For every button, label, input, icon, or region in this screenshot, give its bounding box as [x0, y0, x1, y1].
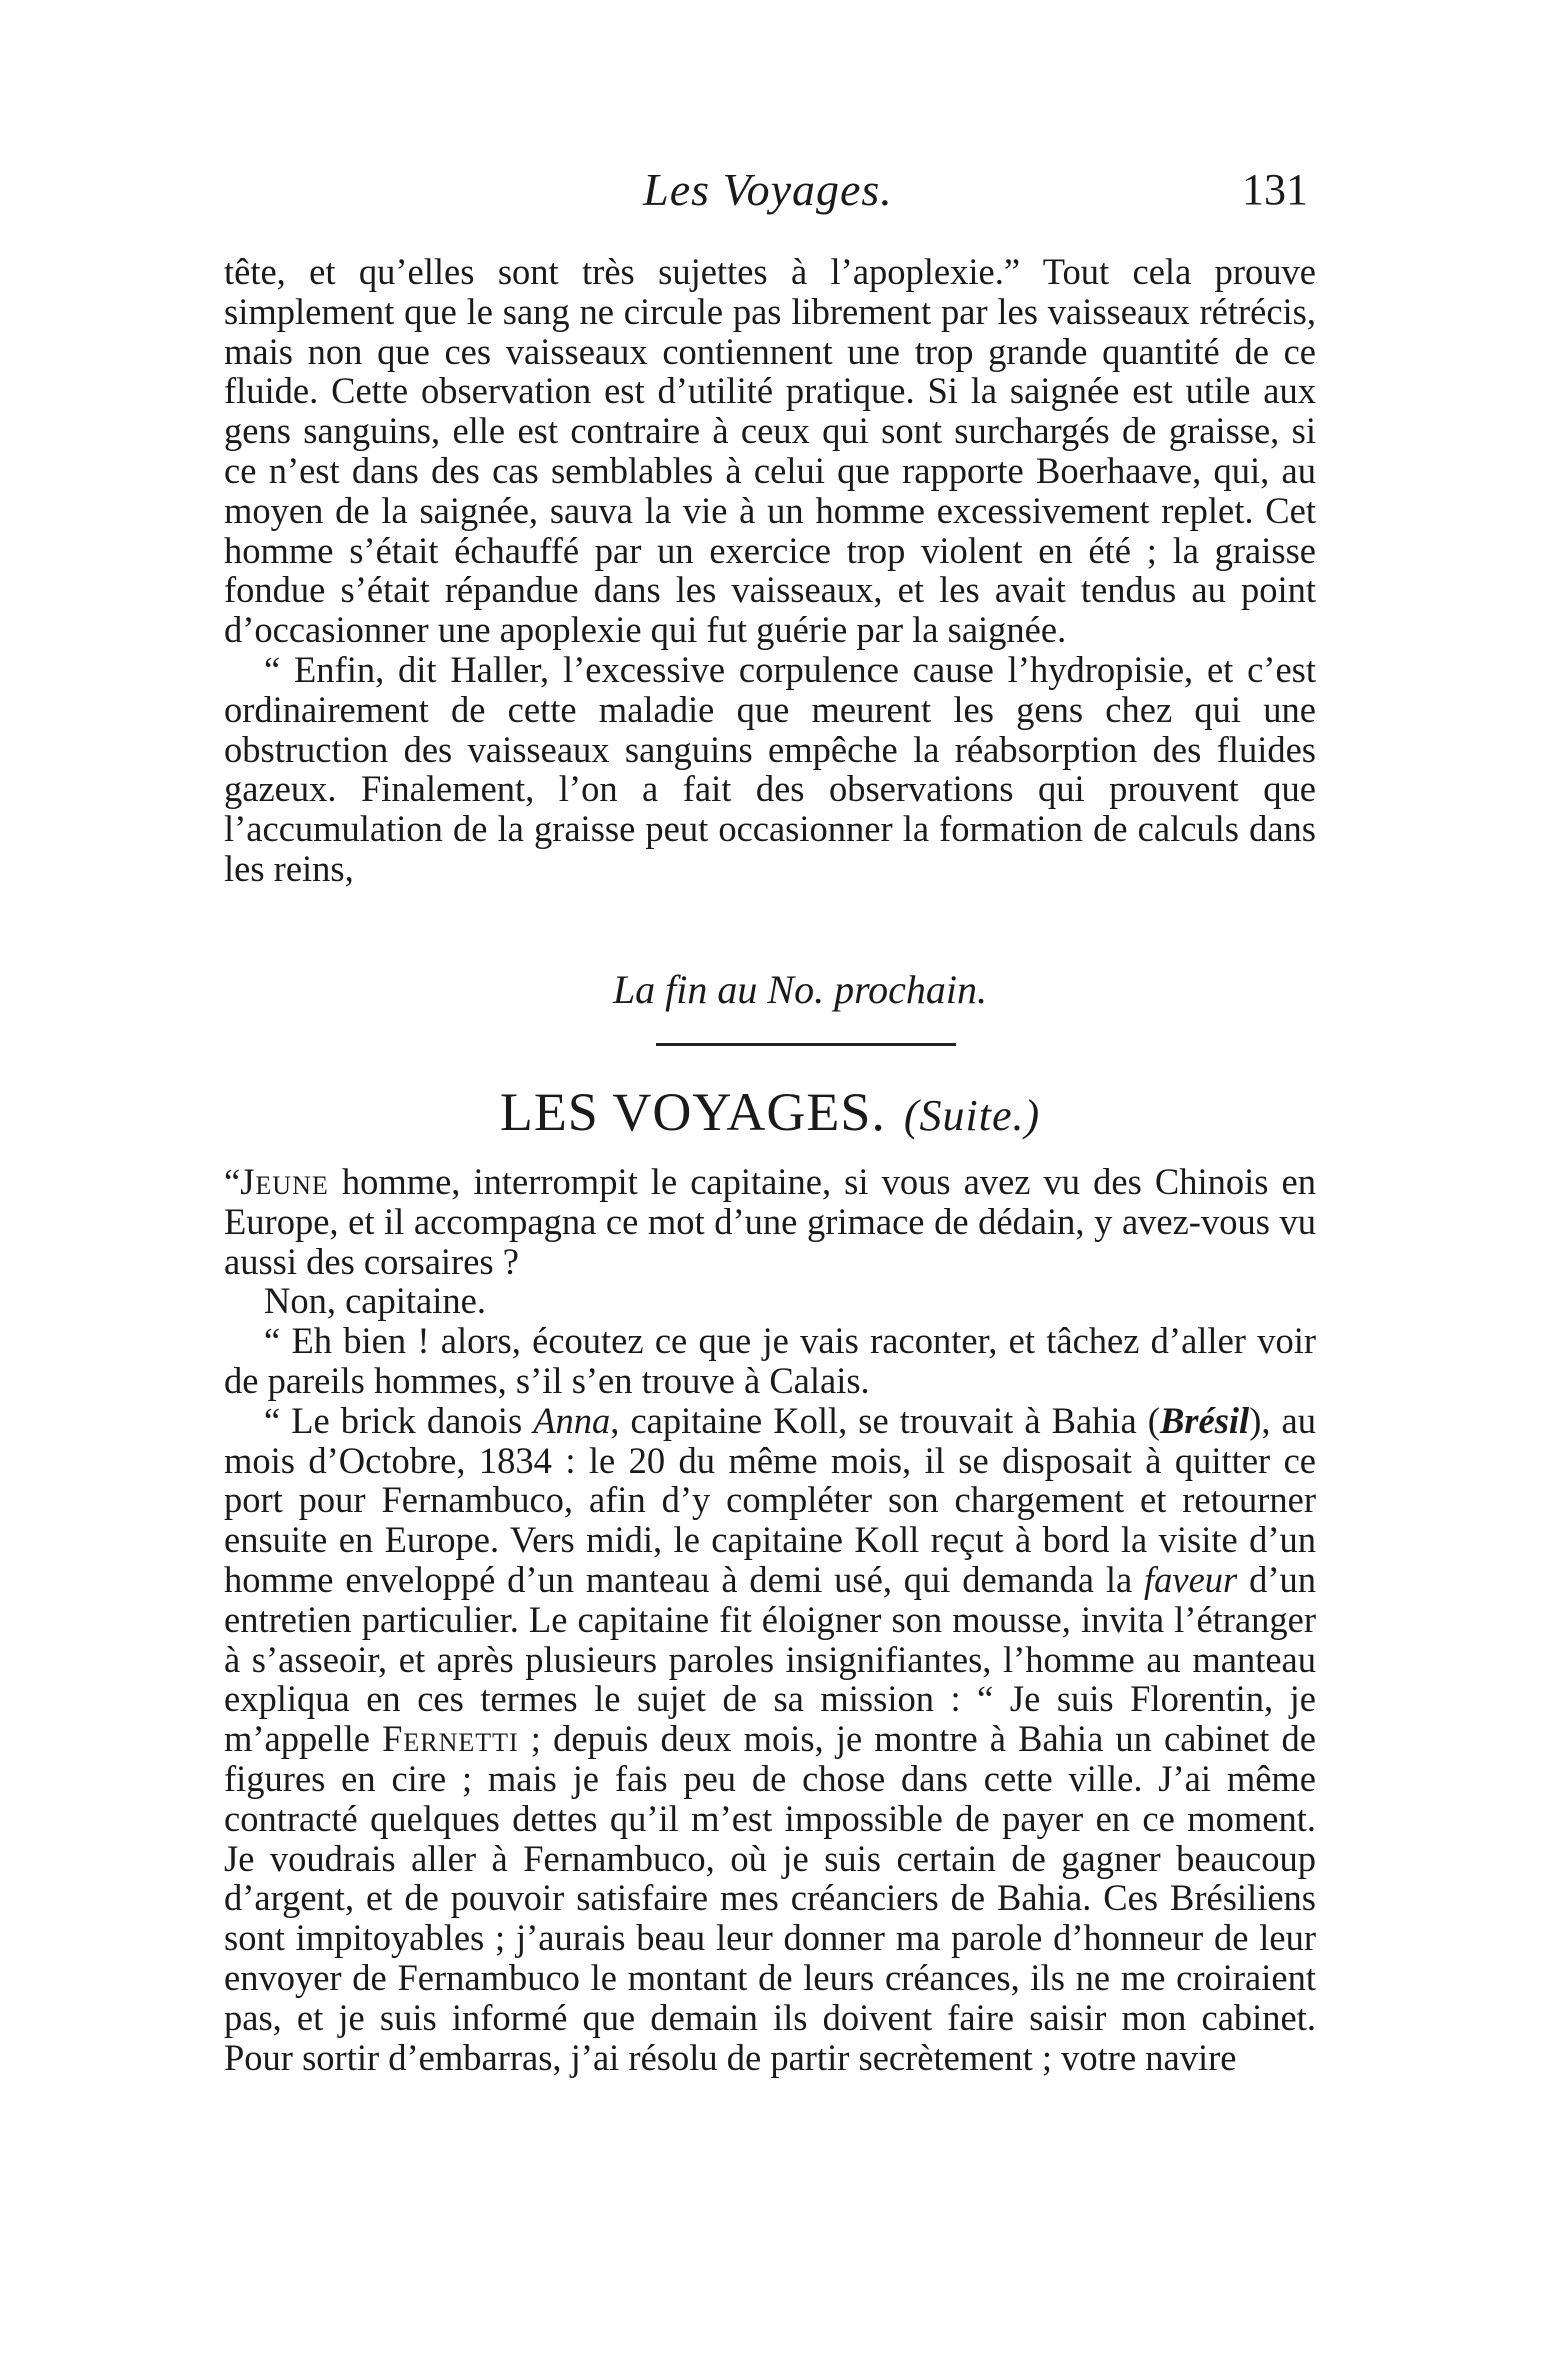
text-run: d’un entretien particulier. Le capitaine fit éloigner son mousse, invita l’étranger à s’asseoir, et après plusieurs paroles insignifiantes, l’homme au manteau expliqua en ces termes le sujet de sa mission : “ Je suis Florentin, je m’appelle — [224, 1558, 1317, 1760]
page-header — [228, 160, 1308, 220]
text-run: ; depuis deux mois, je montre à Bahia un cabinet de figures en cire ; mais je fais peu de chose dans cette ville. J’ai même contracté quelques dettes qu’il m’est impossible de payer en ce moment. Je voudrais aller à Fernambuco, où je suis certain de gagner beaucoup d’argent, et de pouvoir satisfaire mes créanciers de Bahia. Ces Brésiliens sont impitoyables ; j’aurais beau leur donner ma parole d’honneur de leur envoyer de Fernambuco le montant de leurs créances, ils ne me croiraient pas, et je suis informé que demain ils doivent faire saisir mon cabinet. Pour sortir d’embarras, j’ai résolu de partir secrètement ; votre navire — [224, 1718, 1316, 2078]
emphasis-word: faveur — [1144, 1558, 1238, 1600]
text-run: , capitaine Koll, se trouvait à Bahia ( — [610, 1399, 1160, 1441]
section-divider — [656, 1043, 956, 1046]
page-number: 131 — [1242, 165, 1308, 214]
section-heading — [224, 1080, 1316, 1148]
paragraph: Non, capitaine. — [264, 1280, 486, 1322]
running-title: Les Voyages. — [643, 164, 893, 215]
continuation-note: La fin au No. prochain. — [612, 967, 988, 1012]
quote-mark: “ — [224, 1161, 241, 1202]
paragraph: “ Eh bien ! alors, écoutez ce que je vais raconter, et tâchez d’aller voir de pareils hommes, s’il s’en trouve à Calais. — [224, 1320, 1316, 1401]
person-name: Fernetti — [382, 1718, 519, 1760]
section-title: LES VOYAGES. — [499, 1082, 886, 1142]
country-name: Brésil — [1159, 1399, 1250, 1441]
text-run: homme, interrompit le capitaine, si vous avez vu des Chinois en Europe, et il accompagna ce mot d’une grimace de dédain, y avez-vous vu aussi des corsaires ? — [224, 1161, 1316, 1282]
paragraph: “ Enfin, dit Haller, l’excessive corpulence cause l’hydropisie, et c’est ordinairement de cette maladie que meurent les gens chez qui une obstruction des vaisseaux sanguins empêche la réabsorption des fluides gazeux. Finalement, l’on a fait des observations qui prouvent que l’accumulation de la graisse peut occasionner la formation de calculs dans les reins, — [224, 648, 1316, 889]
article-ending — [224, 252, 1316, 889]
story-text — [224, 1162, 1316, 2077]
text-run: ), au mois d’Octobre, 1834 : le 20 du même mois, il se disposait à quitter ce port pour Fernambuco, afin d’y compléter son chargement et retourner ensuite en Europe. Vers midi, le capitaine Koll reçut à bord la visite d’un homme enveloppé d’un manteau à demi usé, qui demanda la — [224, 1399, 1316, 1600]
paragraph — [224, 1162, 1316, 1281]
section-suite: (Suite.) — [903, 1091, 1041, 1140]
ship-name: Anna — [533, 1399, 611, 1441]
paragraph — [224, 1401, 1316, 2078]
text-run: “ Le brick danois — [264, 1399, 534, 1441]
opening-word: Jeune — [240, 1161, 329, 1202]
paragraph: tête, et qu’elles sont très sujettes à l’apoplexie.” Tout cela prouve simplement que le sang ne circule pas librement par les vaisseaux rétrécis, mais non que ces vaisseaux contiennent une trop grande quantité de ce fluide. Cette observation est d’utilité pratique. Si la saignée est utile aux gens sanguins, elle est contraire à ceux qui sont surchargés de graisse, si ce n’est dans des cas semblables à celui que rapporte Boerhaave, qui, au moyen de la saignée, sauva la vie à un homme excessivement replet. Cet homme s’était échauffé par un exercice trop violent en été ; la graisse fondue s’était répandue dans les vaisseaux, et les avait tendus au point d’occasionner une apoplexie qui fut guérie par la saignée. — [224, 251, 1316, 651]
